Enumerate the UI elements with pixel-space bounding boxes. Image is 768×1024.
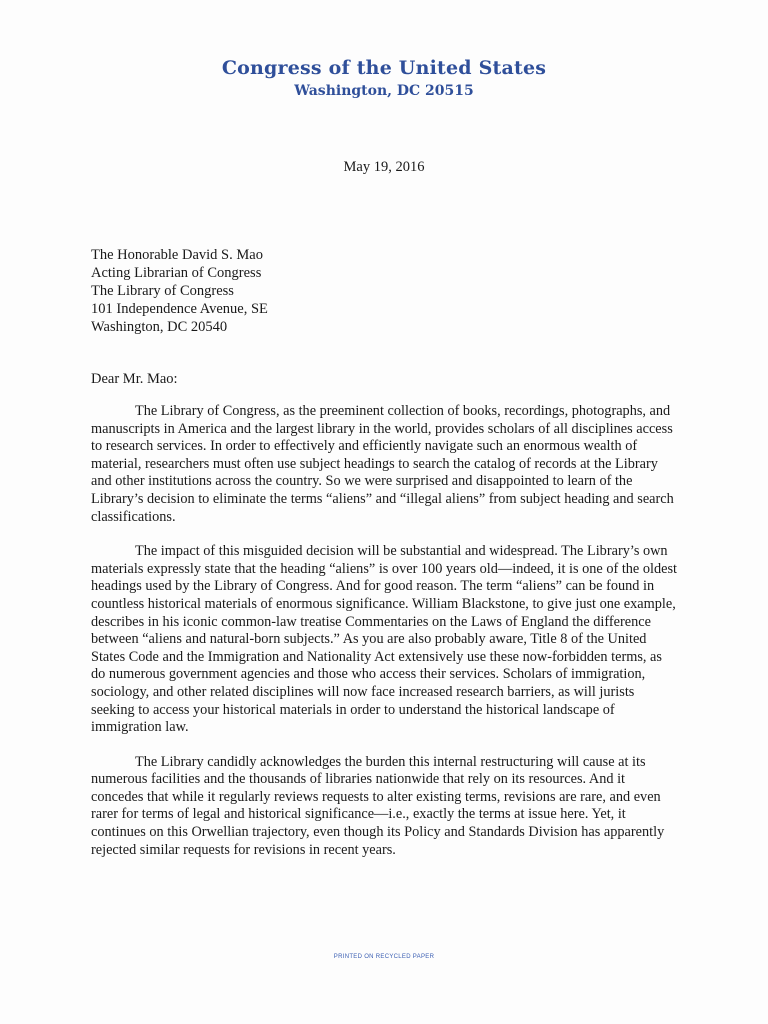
body-paragraph: The Library of Congress, as the preeminent collection of books, recordings, photographs, and manuscripts in America and the largest library in the world, provides scholars of all disciplines access to research services. In order to effectively and efficiently navigate such an enormous wealth of material, researchers must often use subject headings to search the catalog of records at the Library and other institutions across the country. So we were surprised and disappointed to learn of the Library’s decision to eliminate the terms “aliens” and “illegal aliens” from subject heading and search classifications. [91, 403, 674, 525]
letterhead-title: Congress of the United States [221, 57, 547, 79]
body-paragraph: The impact of this misguided decision will be substantial and widespread. The Library’s own materials expressly state that the heading “aliens” is over 100 years old—indeed, it is one of the oldest headings used by the Library of Congress. And for good reason. The term “aliens” can be found in countless historical materials of enormous significance. William Blackstone, to give just one example, describes in his iconic common-law treatise Commentaries on the Laws of England the difference between “aliens and natural-born subjects.” As you are also probably aware, Title 8 of the United States Code and the Immigration and Nationality Act extensively use these now-forbidden terms, as do numerous government agencies and those who access their services. Scholars of immigration, sociology, and other related disciplines will now face increased research barriers, as will jurists seeking to access your historical materials in order to understand the historical landscape of immigration law. [91, 543, 678, 736]
body-paragraph: The Library candidly acknowledges the burden this internal restructuring will cause at its numerous facilities and the thousands of libraries nationwide that rely on its resources. And it concedes that while it regularly reviews requests to alter existing terms, revisions are rare, and even rarer for terms of legal and historical significance—i.e., exactly the terms at issue here. Yet, it continues on this Orwellian trajectory, even though its Policy and Standards Division has apparently rejected similar requests for revisions in recent years. [91, 753, 665, 858]
salutation: Dear Mr. Mao: [91, 371, 178, 387]
letterhead-city: Washington, DC 20515 [294, 83, 474, 99]
letterhead [0, 55, 768, 101]
letter-body [91, 403, 679, 876]
recipient-city: Washington, DC 20540 [91, 319, 228, 335]
recipient-organization: The Library of Congress [91, 283, 234, 299]
recipient-address [91, 246, 268, 336]
recipient-title: Acting Librarian of Congress [91, 265, 262, 281]
recycled-paper-note: PRINTED ON RECYCLED PAPER [333, 954, 435, 960]
recipient-name: The Honorable David S. Mao [91, 247, 263, 263]
recipient-street: 101 Independence Avenue, SE [91, 301, 268, 317]
letter-date: May 19, 2016 [343, 159, 425, 175]
